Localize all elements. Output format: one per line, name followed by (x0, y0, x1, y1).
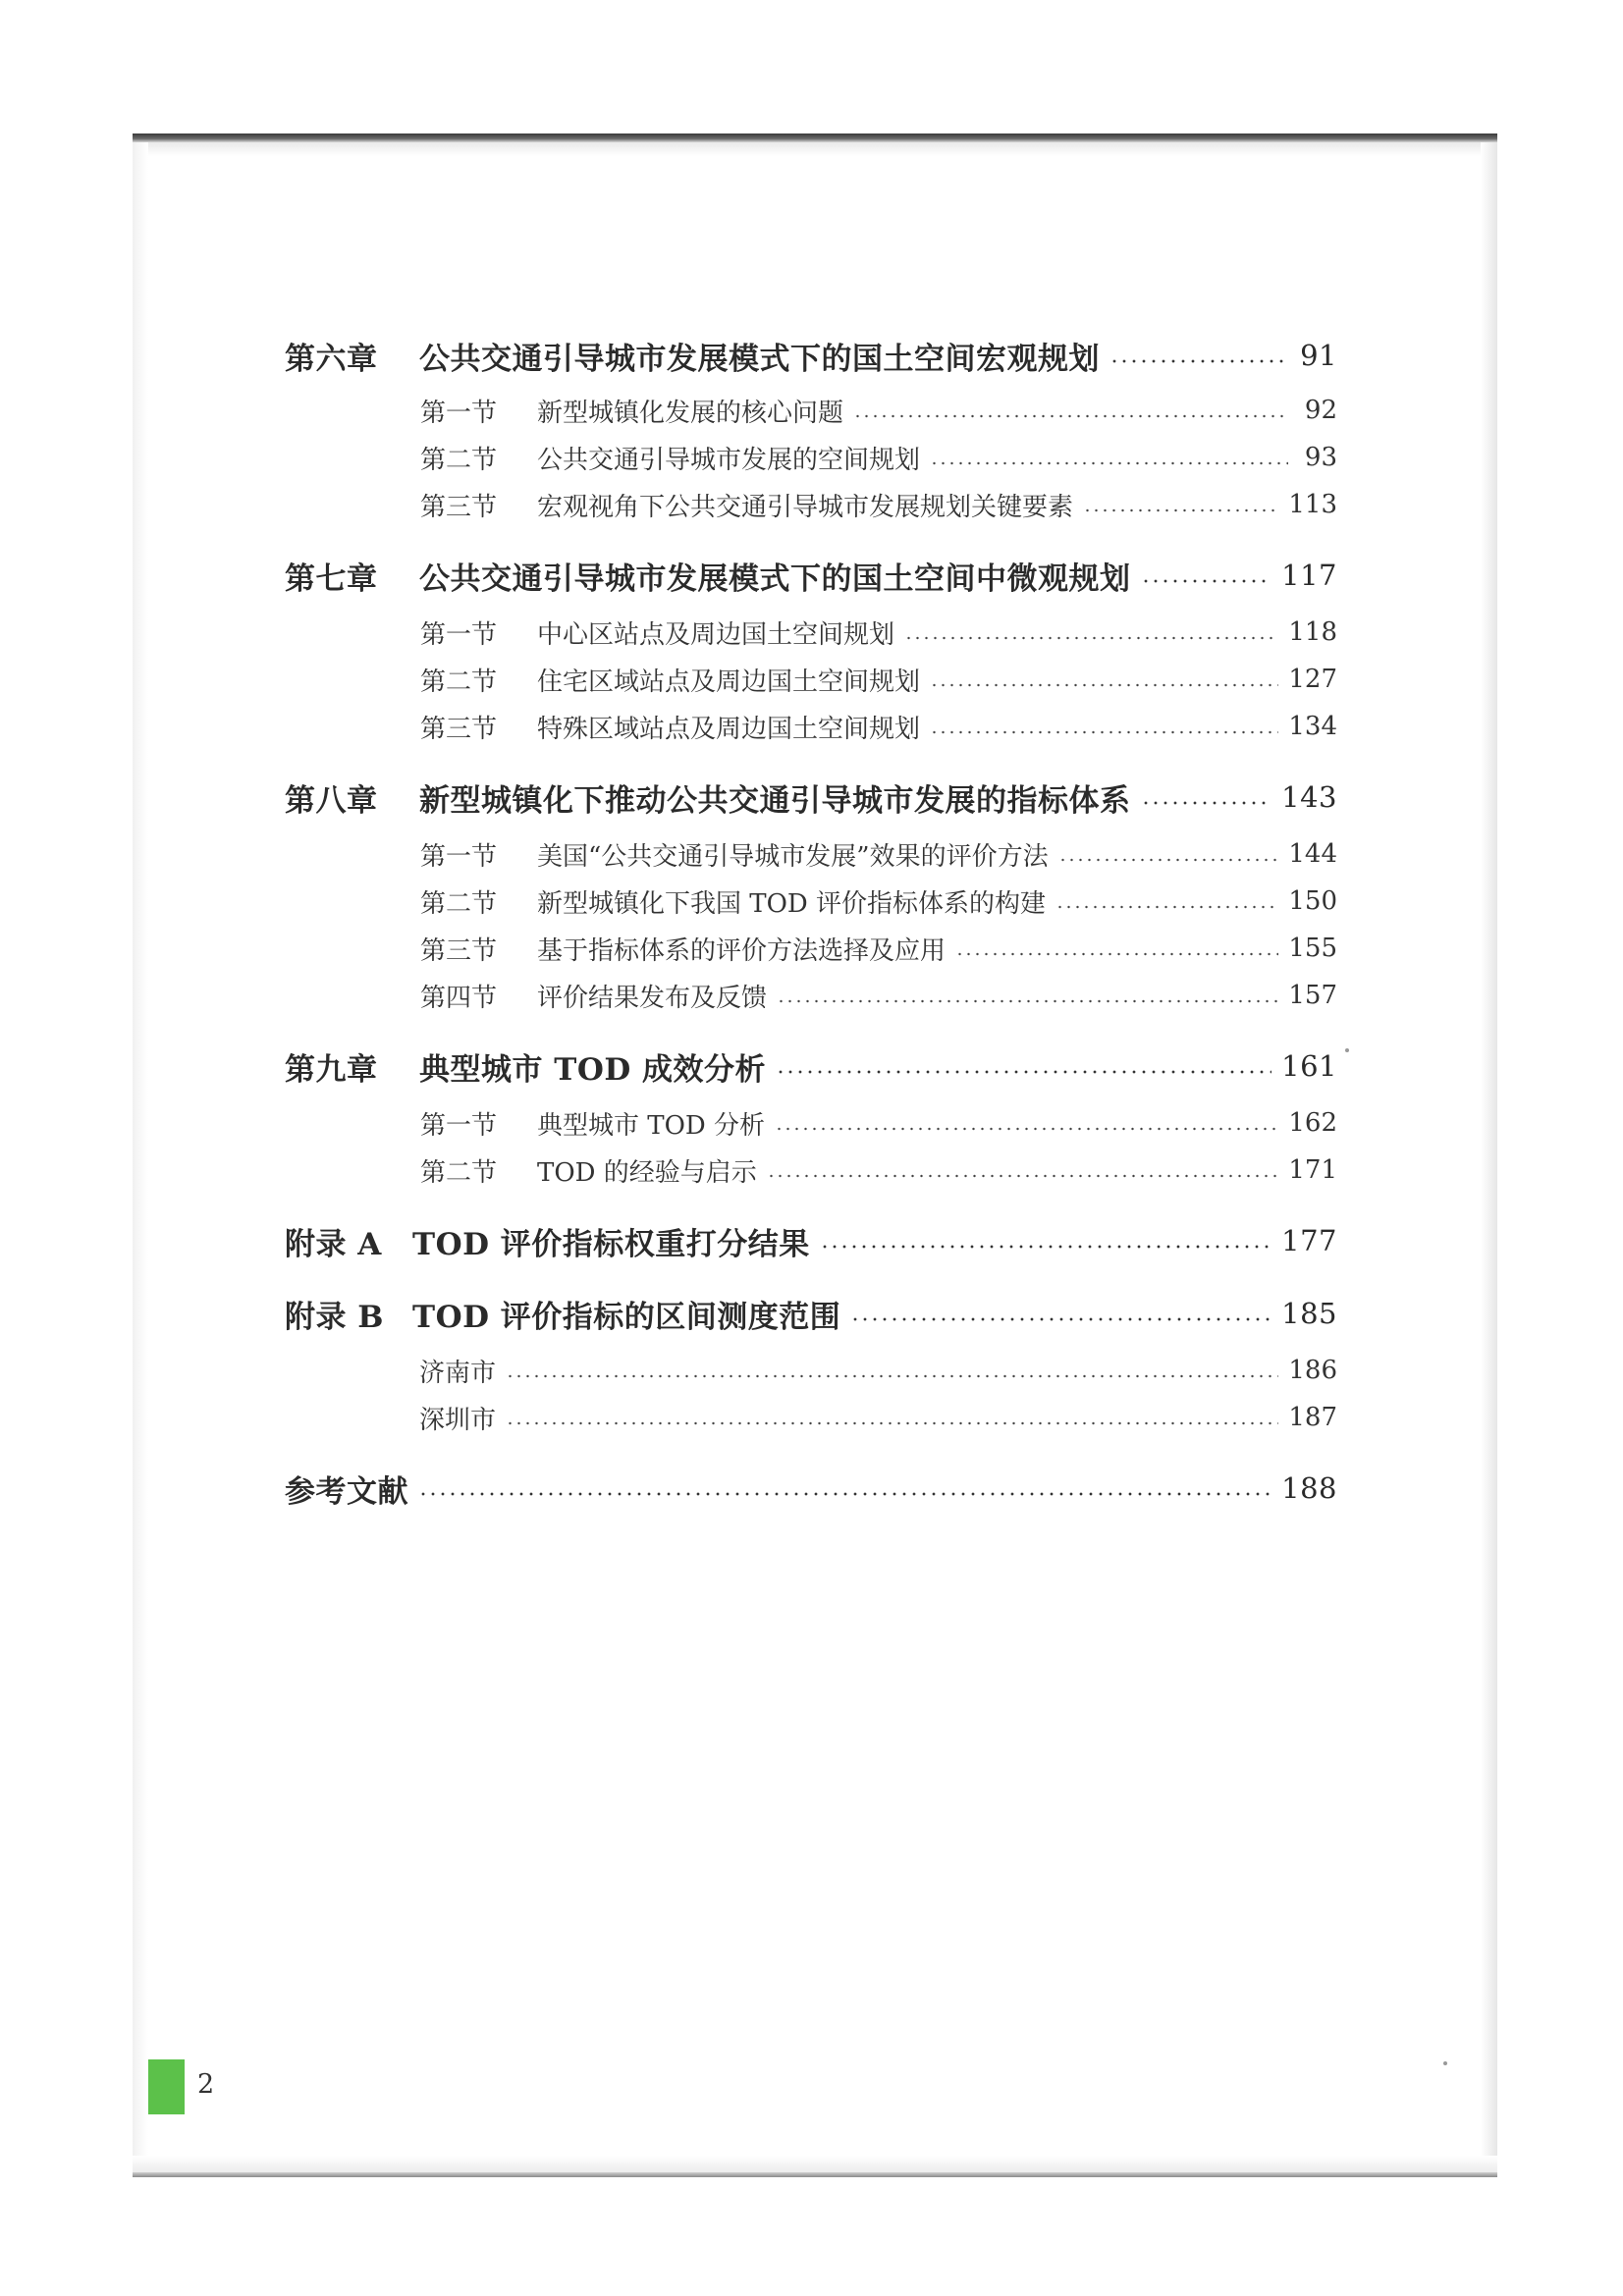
appendix-title: TOD 评价指标的区间测度范围 (412, 1299, 841, 1335)
chapter-title: 公共交通引导城市发展模式下的国土空间宏观规划 (419, 341, 1100, 377)
page-right-shadow (1481, 142, 1497, 2174)
section-title: 宏观视角下公共交通引导城市发展规划关键要素 (537, 492, 1074, 522)
toc-section[interactable] (285, 1147, 1337, 1194)
dot-leader (767, 1174, 1279, 1178)
chapter-title: 典型城市 TOD 成效分析 (419, 1051, 767, 1088)
section-page-number: 157 (1288, 981, 1337, 1010)
section-page-number: 134 (1288, 712, 1337, 741)
dot-leader (930, 461, 1288, 465)
chapter-label: 第七章 (285, 561, 378, 597)
chapter-page-number: 91 (1300, 339, 1337, 372)
dot-leader (776, 1070, 1271, 1074)
dot-leader (1058, 858, 1279, 862)
toc-section[interactable] (285, 925, 1337, 972)
table-of-contents (285, 324, 1337, 1522)
folio-color-tab (148, 2059, 185, 2114)
appendix-entry-title: 济南市 (419, 1358, 497, 1388)
section-page-number: 127 (1288, 665, 1337, 694)
toc-section[interactable] (285, 609, 1337, 656)
dot-leader (820, 1245, 1271, 1249)
dot-leader (850, 1317, 1271, 1321)
chapter-page-number: 161 (1281, 1049, 1337, 1083)
section-title: 基于指标体系的评价方法选择及应用 (537, 935, 947, 966)
toc-section[interactable] (285, 878, 1337, 925)
page-top-edge (133, 133, 1497, 142)
toc-appendix-b[interactable] (285, 1280, 1337, 1347)
toc-section[interactable] (285, 481, 1337, 528)
spacer (285, 750, 1337, 764)
toc-chapter-9[interactable] (285, 1033, 1337, 1099)
dot-leader (930, 730, 1278, 734)
spacer (285, 1194, 1337, 1207)
section-page-number: 118 (1288, 617, 1337, 647)
page-left-shadow (133, 142, 148, 2174)
toc-chapter-8[interactable] (285, 764, 1337, 830)
dot-leader (506, 1374, 1278, 1378)
toc-section[interactable] (285, 972, 1337, 1019)
toc-section[interactable] (285, 656, 1337, 703)
appendix-entry-page-number: 187 (1288, 1403, 1337, 1432)
section-title: 中心区站点及周边国土空间规划 (537, 619, 895, 650)
toc-section[interactable] (285, 1099, 1337, 1147)
chapter-page-number: 117 (1281, 559, 1337, 592)
dot-leader (506, 1421, 1278, 1425)
toc-section[interactable] (285, 387, 1337, 434)
dot-leader (955, 952, 1278, 956)
appendix-title: TOD 评价指标权重打分结果 (412, 1226, 810, 1262)
dot-leader (1055, 905, 1278, 909)
section-page-number: 162 (1288, 1108, 1337, 1138)
spacer (285, 1019, 1337, 1033)
section-title: 新型城镇化下我国 TOD 评价指标体系的构建 (537, 888, 1047, 919)
appendix-entry-page-number: 186 (1288, 1356, 1337, 1385)
dot-leader (853, 414, 1288, 418)
section-label: 第四节 (420, 983, 498, 1013)
toc-chapter-7[interactable] (285, 542, 1337, 609)
section-label: 第二节 (420, 1157, 498, 1188)
section-page-number: 150 (1288, 886, 1337, 916)
section-label: 第一节 (420, 619, 498, 650)
dot-leader (1141, 579, 1272, 583)
appendix-entry-title: 深圳市 (419, 1405, 497, 1435)
appendix-label: 附录 B (285, 1299, 384, 1335)
spacer (285, 1441, 1337, 1455)
section-title: 新型城镇化发展的核心问题 (537, 398, 844, 428)
section-title: 住宅区域站点及周边国土空间规划 (537, 667, 921, 697)
toc-section[interactable] (285, 703, 1337, 750)
page-bottom-shadow (133, 2156, 1497, 2172)
section-label: 第三节 (420, 492, 498, 522)
toc-appendix-entry[interactable] (285, 1394, 1337, 1441)
section-title: TOD 的经验与启示 (537, 1157, 757, 1188)
toc-references[interactable] (285, 1455, 1337, 1522)
section-page-number: 155 (1288, 934, 1337, 963)
chapter-label: 第八章 (285, 782, 378, 819)
section-label: 第三节 (420, 714, 498, 744)
spacer (285, 528, 1337, 542)
dot-leader (1109, 359, 1288, 363)
section-title: 公共交通引导城市发展的空间规划 (537, 445, 921, 475)
section-label: 第二节 (420, 667, 498, 697)
section-page-number: 113 (1288, 490, 1337, 519)
page-number: 2 (197, 2069, 215, 2100)
chapter-title: 新型城镇化下推动公共交通引导城市发展的指标体系 (419, 782, 1131, 819)
dot-leader (775, 1127, 1278, 1131)
section-title: 特殊区域站点及周边国土空间规划 (537, 714, 921, 744)
appendix-page-number: 185 (1281, 1297, 1337, 1330)
section-page-number: 93 (1304, 443, 1337, 472)
scan-speck (1345, 1048, 1349, 1052)
dot-leader (930, 683, 1278, 687)
appendix-page-number: 177 (1281, 1224, 1337, 1257)
chapter-title: 公共交通引导城市发展模式下的国土空间中微观规划 (419, 561, 1131, 597)
toc-chapter-6[interactable] (285, 324, 1337, 387)
section-label: 第一节 (420, 1110, 498, 1141)
references-title: 参考文献 (285, 1473, 408, 1510)
references-page-number: 188 (1281, 1471, 1337, 1505)
chapter-label: 第九章 (285, 1051, 378, 1088)
section-page-number: 171 (1288, 1155, 1337, 1185)
section-title: 评价结果发布及反馈 (537, 983, 768, 1013)
page-top-shadow (133, 142, 1497, 156)
toc-appendix-a[interactable] (285, 1207, 1337, 1274)
section-title: 美国“公共交通引导城市发展”效果的评价方法 (537, 841, 1049, 872)
section-page-number: 92 (1304, 396, 1337, 425)
section-page-number: 144 (1288, 839, 1337, 869)
toc-section[interactable] (285, 830, 1337, 878)
section-label: 第二节 (420, 445, 498, 475)
appendix-label: 附录 A (285, 1226, 382, 1262)
dot-leader (777, 999, 1278, 1003)
section-label: 第三节 (420, 935, 498, 966)
toc-section[interactable] (285, 434, 1337, 481)
toc-appendix-entry[interactable] (285, 1347, 1337, 1394)
section-title: 典型城市 TOD 分析 (537, 1110, 766, 1141)
dot-leader (1141, 801, 1272, 805)
chapter-page-number: 143 (1281, 780, 1337, 814)
chapter-label: 第六章 (285, 341, 378, 377)
page-bottom-edge (133, 2172, 1497, 2177)
section-label: 第一节 (420, 398, 498, 428)
scan-speck (1443, 2061, 1447, 2065)
section-label: 第一节 (420, 841, 498, 872)
dot-leader (418, 1492, 1271, 1496)
dot-leader (904, 636, 1278, 640)
section-label: 第二节 (420, 888, 498, 919)
dot-leader (1083, 508, 1278, 512)
